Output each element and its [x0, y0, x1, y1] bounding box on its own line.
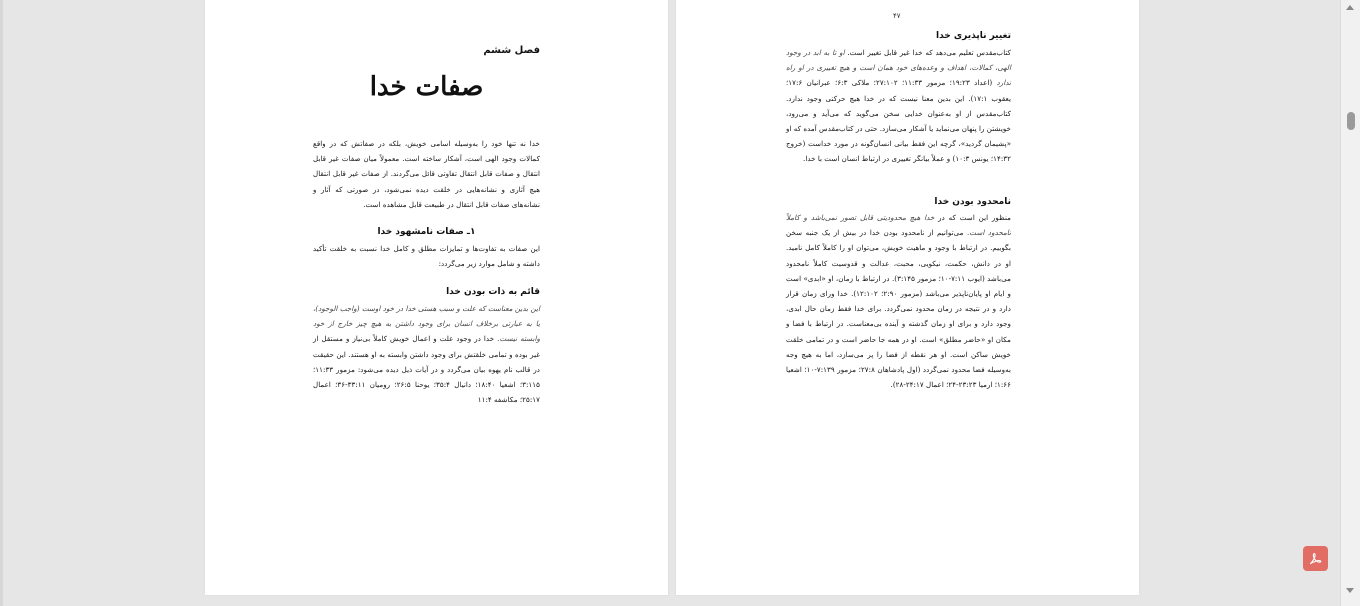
immutability-body-a: کتاب‌مقدس تعلیم می‌دهد که خدا غیر قابل تغییر است. — [844, 48, 1011, 57]
section-text-invisible-attributes: این صفات به تفاوت‌ها و تمایزات مطلق و کامل خدا نسبت به خلقت تأکید داشته و شامل موارد زیر می‌گردد: — [313, 244, 540, 269]
infinity-italic: خدا هیچ محدودیتی قابل تصور نمی‌باشد و کاملاً نامحدود است. — [786, 213, 1011, 238]
section-text-immutability — [786, 45, 1011, 167]
section-text-infinity — [786, 210, 1011, 392]
infinity-body-b: می‌توانیم از نامحدود بودن خدا در بیش از یک جنبه سخن بگوییم. در ارتباط با وجود و ماهیت خویش، می‌توان او را کاملاً کامل نامید. او در دانش، حکمت، نیکویی، محبت، عدالت و قدوسیت کاملاً نامحدود می‌باشد (ایوب ۷:۱۱-۱۰؛ مزمور ۳:۱۴۵). در ارتباط با زمان، او «ابدی» است و ایام او پایان‌ناپذیر می‌باشد (مزمور ۲:۹۰؛ ۱۲:۱۰۲). خدا ورای زمان قرار دارد و در نتیجه در زمان محدود نمی‌گردد. برای خدا فقط زمان حال ابدی، وجود دارد و برای او زمان گذشته و آینده بی‌معناست. در ارتباط با فضا و مکان او «حاضر مطلق» است. او در همه جا حاضر است و در تمامی خلقت خویش ساکن است. او هر نقطه از فضا را پر می‌سازد، اما به هیچ وجه به‌وسیله فضا محدود نمی‌گردد (اول پادشاهان ۲۷:۸؛ مزمور ۷:۱۳۹-۱۰؛ اشعیا ۱:۶۶؛ ارمیا ۲۳:۲۳-۲۴؛ اعمال ۲۴:۱۷-۲۸). — [786, 228, 1011, 390]
section-heading-immutability: تغییر ناپذیری خدا — [935, 31, 1011, 41]
section-heading-self-existence: قائم به ذات بودن خدا — [446, 287, 540, 297]
infinity-body-a: منظور این است که در — [934, 213, 1011, 222]
scroll-up-arrow-icon[interactable] — [1346, 5, 1354, 10]
self-existence-italic: این بدین معناست که علت و سبب هستی خدا در خود اوست (واجب الوجود)، یا به عبارتی برخلاف انسان برای وجود داشتن به هیچ چیز خارج از خود وابسته نیست. — [313, 304, 540, 344]
viewer-edge — [0, 0, 3, 606]
page-number: ۴۷ — [893, 12, 901, 20]
section-heading-infinity: نامحدود بودن خدا — [934, 197, 1011, 207]
vertical-scrollbar[interactable] — [1340, 0, 1360, 606]
immutability-body-b: (اعداد ۱۹:۲۳؛ مزمور ۱۱:۳۳؛ ۲۷:۱۰۲؛ ملاکی ۶:۳؛ عبرانیان ۱۷:۶؛ یعقوب ۱۷:۱). این بدین معنا نیست که در خدا هیچ حرکتی وجود ندارد. کتاب‌مقدس از او به‌عنوان خدایی سخن می‌گوید که می‌آید و می‌رود، خویشتن را پنهان می‌نماید یا آشکار می‌سازد. حتی در کتاب‌مقدس آمده که او «پشیمان گردید»، گرچه این فقط بیانی انسان‌گونه در مورد خداست (خروج ۱۴:۳۲؛ یونس ۱۰:۳) و عملاً بیانگر تغییری در ارتباط انسان است با خدا. — [786, 78, 1011, 164]
scroll-down-arrow-icon[interactable] — [1346, 588, 1354, 593]
page-left — [205, 0, 668, 595]
pdf-glyph-icon — [1308, 551, 1323, 566]
pdf-icon[interactable] — [1303, 546, 1328, 571]
section-heading-invisible-attributes: ۱ـ صفات نامشهود خدا — [377, 227, 476, 237]
page-right — [676, 0, 1139, 595]
self-existence-body: خدا در وجود علت و اعمال خویش کاملاً بی‌نیاز و مستقل از غیر بوده و تمامی خلقتش برای وجود داشتن وابسته به او هستند. این حقیقت در قالب نام یهوه بیان می‌گردد و در آیات ذیل دیده می‌شود: مزمور ۱۱:۳۳؛ ۳:۱۱۵؛ اشعیا ۱۸:۴۰؛ دانیال ۳۵:۴؛ یوحنا ۲۶:۵؛ رومیان ۳۳:۱۱-۳۶؛ اعمال ۲۵:۱۷؛ مکاشفه ۱۱:۴ — [313, 334, 540, 405]
chapter-title: صفات خدا — [369, 72, 484, 102]
intro-paragraph: خدا نه تنها خود را به‌وسیله اسامی خویش، بلکه در صفاتش که در واقع کمالات وجود الهی است، آشکار ساخته است. معمولاً میان صفات غیر قابل انتقال و صفات قابل انتقال تفاوتی قائل می‌گردند. از صفات غیر قابل انتقال هیچ آثاری و نشانه‌هایی در خلقت دیده نمی‌شود، در صورتی که آثار و نشانه‌های صفات قابل انتقال در طبیعت قابل مشاهده است. — [313, 139, 540, 209]
immutability-italic: او تا به ابد در وجود الهی، کمالات، اهداف و وعده‌های خود همان است و هیچ تغییری در او راه ندارد — [786, 48, 1011, 88]
scrollbar-thumb[interactable] — [1347, 112, 1355, 130]
section-text-self-existence — [313, 301, 540, 407]
chapter-label: فصل ششم — [483, 45, 540, 56]
